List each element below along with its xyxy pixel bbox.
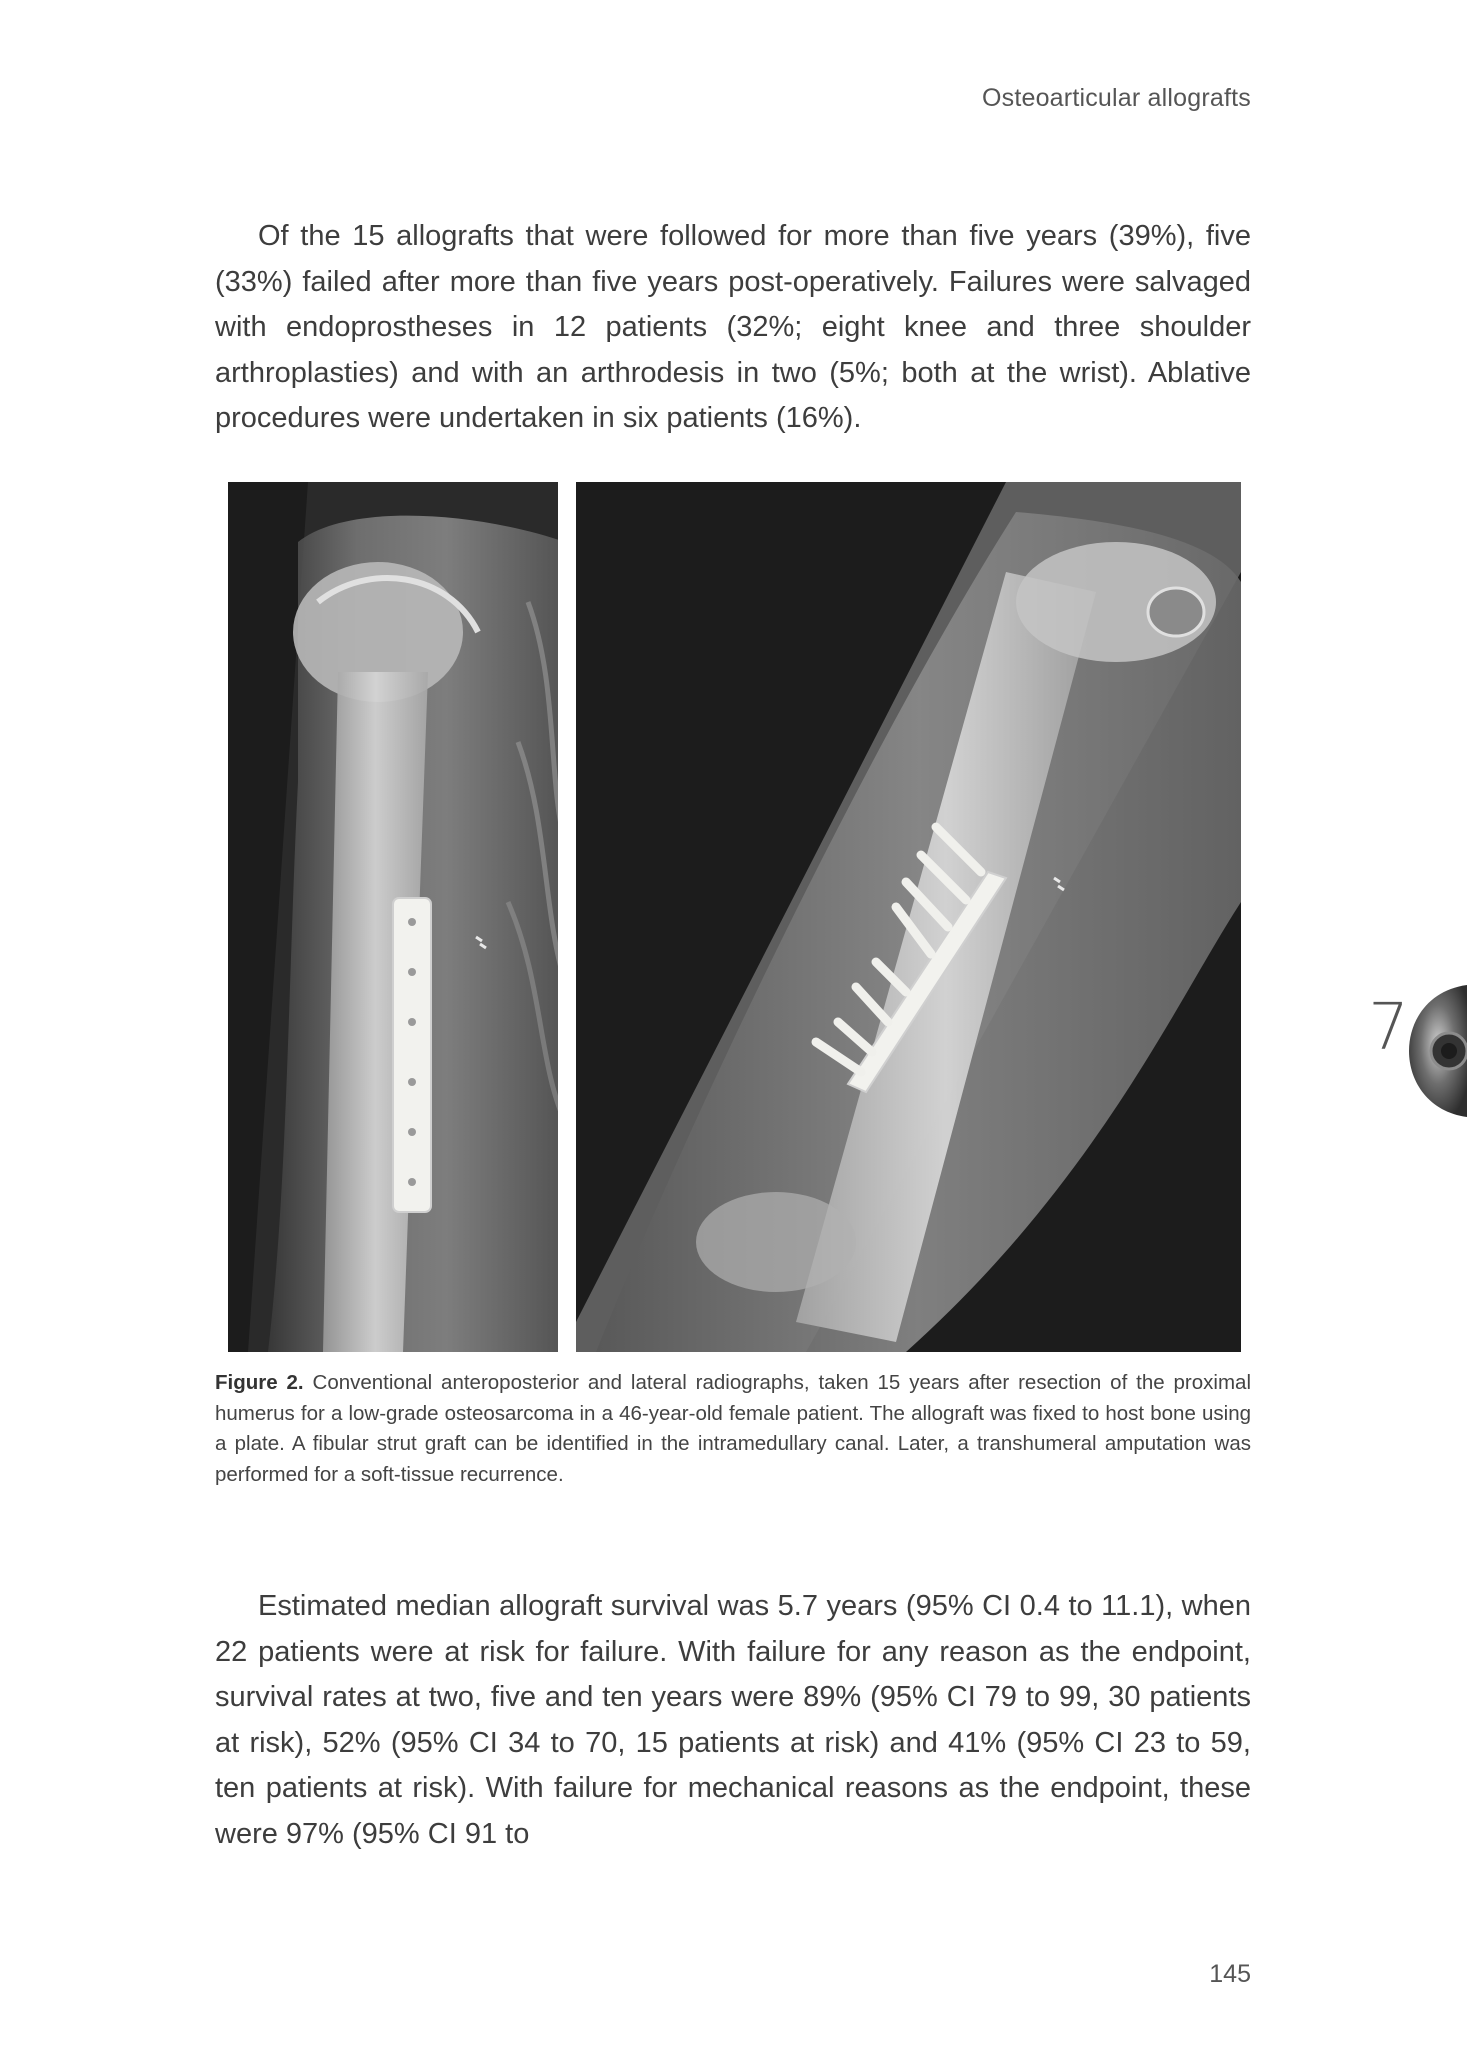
radiograph-anteroposterior [228,482,565,1352]
chapter-tab [1347,985,1467,1117]
running-header: Osteoarticular allografts [981,84,1251,112]
figure-radiographs [228,482,1241,1352]
figure-caption [215,1368,1251,1490]
page-number: 145 [1209,1960,1251,1988]
chapter-tab-graphic-icon [1409,985,1467,1117]
radiograph-lateral [576,482,1241,1352]
body-paragraph-1: Of the 15 allografts that were followed for more than five years (39%), five (33%) failed after more than five years post-operatively. Failures were salvaged with endoprostheses in 12 patients (32%; eight knee and three shoulder arthroplasties) and with an arthrodesis in two (5%; both at the wrist). Ablative procedures were undertaken in six patients (16%). [215,220,1251,434]
body-paragraph-2: Estimated median allograft survival was 5.7 years (95% CI 0.4 to 11.1), when 22 patients were at risk for failure. With failure for any reason as the endpoint, survival rates at two, five and ten years were 89% (95% CI 79 to 99, 30 patients at risk), 52% (95% CI 34 to 70, 15 patients at risk) and 41% (95% CI 23 to 59, ten patients at risk). With failure for mechanical reasons as the endpoint, these were 97% (95% CI 91 to [215,1590,1251,1850]
chapter-number: 7 [1368,991,1409,1065]
figure-label: Figure 2. [215,1371,304,1394]
figure-caption-text: Conventional anteroposterior and lateral radiographs, taken 15 years after resection of the proximal humerus for a low-grade osteosarcoma in a 46-year-old female patient. The allograft was fixed to host bone using a plate. A fibular strut graft can be identified in the intramedullary canal. Later, a transhumeral amputation was performed for a soft-tissue recurrence. [215,1371,1251,1486]
